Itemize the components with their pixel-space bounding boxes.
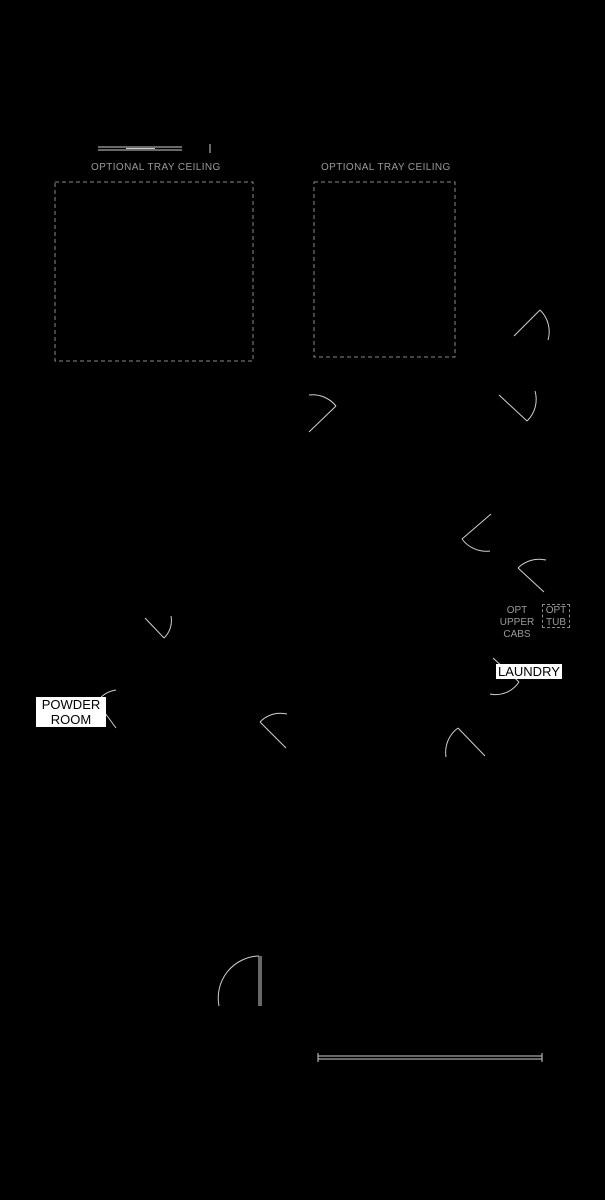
opt-upper-line-2: UPPER <box>499 617 535 628</box>
tray-ceiling-right-label: OPTIONAL TRAY CEILING <box>321 162 451 173</box>
laundry-room-tag: LAUNDRY <box>498 664 560 679</box>
door-swing-1 <box>514 310 549 340</box>
powder-room-line-2: ROOM <box>50 712 92 727</box>
opt-tub-line-2: TUB <box>546 617 566 628</box>
door-swing-2 <box>499 391 536 421</box>
opt-tub-line-1: OPT <box>545 605 567 616</box>
tray-ceiling-left-label: OPTIONAL TRAY CEILING <box>91 162 221 173</box>
door-swing-3 <box>309 395 336 432</box>
window-top <box>98 144 210 153</box>
window-bottom <box>318 1053 542 1062</box>
tray-ceiling-left <box>55 182 253 361</box>
powder-room-tag <box>36 697 106 727</box>
opt-upper-line-1: OPT <box>506 605 528 616</box>
door-swing-10 <box>446 728 485 757</box>
door-swing-6 <box>145 616 171 638</box>
tray-ceiling-right <box>314 182 455 357</box>
door-swing-5 <box>518 559 546 592</box>
door-swing-11 <box>218 956 261 1006</box>
opt-upper-line-3: CABS <box>503 629 531 640</box>
door-swing-9 <box>260 713 287 748</box>
door-swing-4 <box>462 514 491 551</box>
opt-upper-cabs-label <box>494 605 540 641</box>
opt-tub-label <box>542 605 570 629</box>
powder-room-line-1: POWDER <box>41 697 101 712</box>
